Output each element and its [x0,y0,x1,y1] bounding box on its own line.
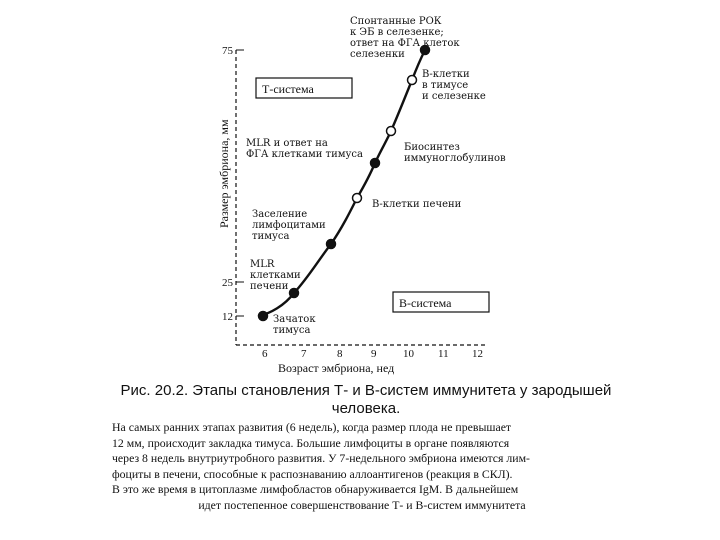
point-mlr-pha-thymus [371,159,380,168]
description-line: В это же время в цитоплазме лимфобластов обнаруживается IgM. В дальнейшем [112,482,519,496]
y-tick-label-75: 75 [222,45,233,57]
b-system-label: В-система [399,296,452,310]
description-line: фоциты в печени, способные к распознаванию аллоантигенов (реакция в СКЛ). [112,466,513,481]
annotation-mlr-liver: MLR клетками печени [250,259,301,292]
y-tick-label-25: 25 [222,277,233,289]
t-system-label: Т-система [262,82,314,96]
annotation-thymus-anlage: Зачаток тимуса [273,314,316,336]
point-b-cells-thymus-spleen [408,76,417,85]
annotation-thymus-colonization: Заселение лимфоцитами тимуса [252,209,326,242]
x-tick-label-6: 6 [262,348,268,360]
caption-line-2: человека. [331,400,401,417]
description-text [112,420,612,513]
x-tick-label-8: 8 [337,348,343,360]
point-mlr-liver [290,289,299,298]
x-tick-label-10: 10 [403,348,414,360]
description-line: 12 мм, происходит закладка тимуса. Большие лимфоциты в органе появляются [112,435,510,450]
x-tick-label-7: 7 [301,348,307,360]
point-b-cells-liver [353,194,362,203]
figure-caption [116,382,616,418]
annotation-b-cells-liver: В-клетки печени [372,199,462,210]
x-tick-label-11: 11 [438,348,449,360]
x-tick-label-9: 9 [371,348,377,360]
description-line: через 8 недель внутриутробного развития. У 7-недельного эмбриона имеются лим- [112,451,530,465]
x-tick-label-12: 12 [472,348,483,360]
caption-line-1: Рис. 20.2. Этапы становления Т- и В-систем иммунитета у зародышей [120,382,612,399]
x-axis-label: Возраст эмбриона, нед [278,361,395,375]
annotation-mlr-pha-thymus: MLR и ответ на ФГА клетками тимуса [246,138,363,160]
point-thymus-colonization [327,240,336,249]
y-tick-label-12: 12 [222,311,233,323]
description-line: На самых ранних этапах развития (6 недель), когда размер плода не превышает [112,420,512,434]
annotation-spontaneous-rok: Спонтанные РОК к ЭБ в селезенке; ответ на ФГА клеток селезенки [350,16,460,60]
annotation-ig-biosynthesis: Биосинтез иммуноглобулинов [404,142,506,164]
point-thymus-anlage [259,312,268,321]
point-ig-biosynthesis [387,127,396,136]
description-line: идет постепенное совершенствование Т- и В-систем иммунитета [198,497,526,512]
y-axis-label: Размер эмбриона, мм [217,119,231,228]
annotation-b-cells-thymus-spleen: В-клетки в тимусе и селезенке [422,69,486,102]
